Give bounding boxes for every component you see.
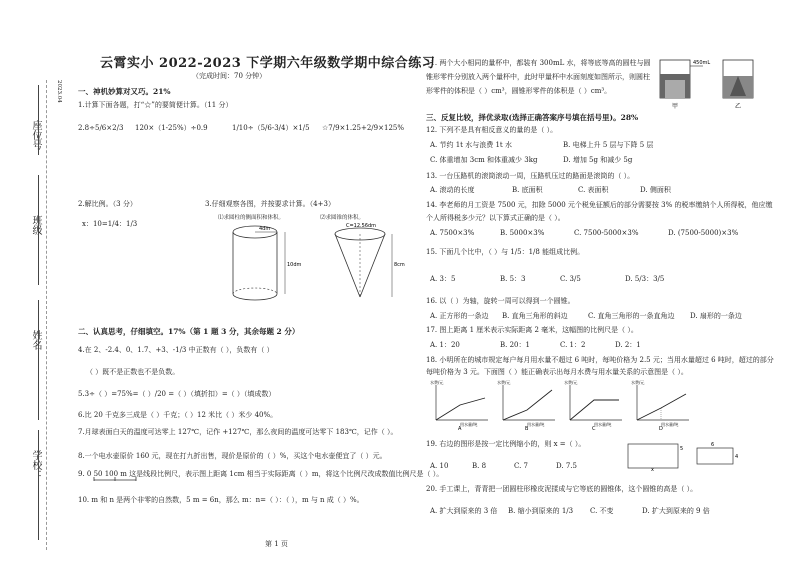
q13-option-b: B. 底面积 xyxy=(512,186,543,194)
section-2-heading: 二、认真思考，仔细填空。17%（第 1 题 3 分，其余每题 2 分） xyxy=(78,327,300,336)
q16-option-c: C. 直角三角形的一条直角边 xyxy=(588,312,675,320)
fill-6: 6.比 20 千克多三成是（ ）千克；（ ）12 米比（ ）米少 40%。 xyxy=(78,411,278,419)
question-12: 12. 下列不是具有相反意义的量的是（ ）。 xyxy=(426,126,558,134)
q18-d-letter: D xyxy=(659,426,663,430)
q13-option-d: D. 侧面积 xyxy=(640,186,671,194)
q18-a-letter: A xyxy=(458,426,462,430)
section-1-heading: 一、神机妙算对又巧。21% xyxy=(78,87,171,96)
date-stamp: 2023.04 xyxy=(56,80,62,103)
q19-rectangles xyxy=(625,440,745,472)
fill-4b: （ ）既不是正数也不是负数。 xyxy=(86,368,180,376)
page-subtitle: （完成时间：70 分钟） xyxy=(192,72,267,80)
fill-10: 10. m 和 n 是两个非零的自然数，5 m = 6n，那么 m：n=（ ）：（ ），m 与 n 成（ ）%。 xyxy=(78,496,364,504)
fill-9: 9. 0 50 100 m 这是线段比例尺，表示图上距离 1cm 相当于实际距离（ ）m，将这个比例尺改成数值比例尺是（ ）。 xyxy=(78,470,444,478)
q18-b-ylabel: 水费/元 xyxy=(497,380,511,385)
q18-graph-b xyxy=(497,380,559,430)
q19-option-d: D. 7.5 xyxy=(556,462,577,470)
q15-option-a: A. 3：5 xyxy=(430,275,456,283)
q14-option-d: D. (7500-5000)×3% xyxy=(668,229,739,237)
beaker-a: 甲 xyxy=(672,103,679,110)
q20-option-c: C. 不变 xyxy=(590,507,614,515)
fill-7: 7.月球表面白天的温度可达零上 127℃，记作 +127℃，那么夜间的温度可达零下 183℃，记作（ ）。 xyxy=(78,428,398,436)
question-14: 14. 李老师的月工资是 7500 元，扣除 5000 元个税免征额后的部分需要按 3% 的税率缴纳个人所得税，他应缴个人所得税多少元？以下算式正确的是（ ）。 xyxy=(426,201,773,222)
question-3b: ⑵求圆锥的体积。 xyxy=(320,215,365,221)
class-underline xyxy=(38,175,39,285)
q17-option-b: B. 20：1 xyxy=(500,341,530,349)
q20-option-d: D. 扩大到原来的 9 倍 xyxy=(642,507,710,515)
seat-underline xyxy=(38,85,39,155)
question-20: 20. 手工课上，青青把一团圆柱形橡皮泥揉成与它等底的圆锥体，这个圆锥的高是（ ）。 xyxy=(426,485,698,493)
q18-c-xlabel: 用水量/吨 xyxy=(594,422,612,427)
q13-option-a: A. 滚动的长度 xyxy=(430,186,475,194)
q16-option-a: A. 正方形的一条边 xyxy=(430,312,489,320)
q15-option-c: C. 3/5 xyxy=(560,275,581,283)
q18-a-ylabel: 水费/元 xyxy=(430,380,444,385)
cylinder-figure xyxy=(225,222,305,307)
question-3a: ⑴求圆柱的侧面积和体积。 xyxy=(218,215,285,221)
q18-b-xlabel: 用水量/吨 xyxy=(527,422,545,427)
cone-circumference: C=12.56dm xyxy=(346,223,377,229)
calc-3: 1/10÷（5/6-3/4）×1/5 xyxy=(232,124,310,132)
question-11: 11. 两个大小相同的量杯中，都装有 300mL 水，将等底等高的圆柱与圆锥形零件分别放入两个量杯中，此时甲量杯中水面刻度如图所示，则圆柱形零件的体积是（ ）cm³，圆锥形零件的体积是（ ）cm³。 xyxy=(426,59,651,95)
q12-option-a: A. 节约 1t 水与浪费 1t 水 xyxy=(430,141,512,149)
q12-option-c: C. 体重增加 3cm 和体重减少 3kg xyxy=(430,156,538,164)
cylinder-height: 10dm xyxy=(287,262,302,268)
question-16: 16. 以（ ）为轴，旋转一周可以得到一个圆锥。 xyxy=(426,297,575,305)
q19-dim-4: 4 xyxy=(735,454,739,460)
q13-option-c: C. 表面积 xyxy=(578,186,609,194)
q19-dim-5: 5 xyxy=(680,446,684,452)
question-18: 18. 小明所在的城市规定每户每月用水量不超过 6 吨时，每吨价格为 2.5 元；当用水量超过 6 吨时，超过的部分每吨价格为 3 元。下面图（ ）能正确表示出每月水费与用水量关系的示意图是（ ）。 xyxy=(426,356,774,376)
name-label: 姓名 xyxy=(30,330,41,350)
q17-option-a: A. 1：20 xyxy=(430,341,460,349)
fill-8: 8.一个电水壶原价 160 元，现在打九折出售，现价是原价的（ ）%，买这个电水壶便宜了（ ）元。 xyxy=(78,452,387,460)
q12-option-b: B. 电梯上升 5 层与下降 5 层 xyxy=(563,141,654,149)
q18-c-ylabel: 水费/元 xyxy=(564,380,578,385)
q19-option-a: A. 10 xyxy=(430,462,449,470)
question-19: 19. 右边的图形是按一定比例缩小的，则 x =（ ）。 xyxy=(426,440,586,448)
q19-option-c: C. 7 xyxy=(514,462,529,470)
beakers-figure xyxy=(655,52,765,112)
beaker-b: 乙 xyxy=(735,103,742,110)
q18-b-letter: B xyxy=(525,426,529,430)
q16-option-b: B. 直角三角形的斜边 xyxy=(502,312,568,320)
cone-figure xyxy=(320,222,410,307)
q20-option-a: A. 扩大到原来的 3 倍 xyxy=(430,507,498,515)
question-13: 13. 一台压路机的滚筒滚动一周，压路机压过的路面是滚筒的（ ）。 xyxy=(426,172,635,180)
calc-2: 120×（1-25%）÷0.9 xyxy=(135,124,208,132)
seat-label: 座位号 xyxy=(30,120,41,150)
question-3: 3.仔细观察各图，并按要求计算。（4+3） xyxy=(205,200,335,208)
page-footer: 第 1 页 xyxy=(265,540,288,548)
q15-option-b: B. 5：3 xyxy=(500,275,526,283)
cone-height: 8cm xyxy=(394,262,405,268)
scale-bar xyxy=(92,476,140,482)
q14-option-c: C. 7500-5000×3% xyxy=(574,229,639,237)
q17-option-d: D. 2：1 xyxy=(615,341,641,349)
q19-dim-6: 6 xyxy=(711,442,715,448)
calc-4: ☆7/9×1.25+2/9×125% xyxy=(322,124,405,132)
q19-dim-x: x xyxy=(651,467,654,472)
q14-option-a: A. 7500×3% xyxy=(430,229,475,237)
q18-d-ylabel: 水费/元 xyxy=(631,380,645,385)
q20-option-b: B. 缩小到原来的 1/3 xyxy=(508,507,574,515)
q14-option-b: B. 5000×3% xyxy=(500,229,545,237)
name-underline xyxy=(38,300,39,420)
school-underline xyxy=(38,430,39,540)
section-3-heading: 三、反复比较，择优录取(选择正确答案序号填在括号里)。28% xyxy=(426,113,639,122)
question-15: 15. 下面几个比中，（ ）与 1/5：1/8 能组成比例。 xyxy=(426,248,585,256)
q19-option-b: B. 8 xyxy=(472,462,487,470)
class-label: 班级 xyxy=(30,215,41,235)
q18-graph-c xyxy=(564,380,626,430)
school-label: 学校： xyxy=(30,450,41,480)
calc-1: 2.8÷5/6×2/3 xyxy=(78,124,124,132)
cylinder-radius: 4dm xyxy=(259,226,271,232)
q12-option-d: D. 增加 5g 和减少 5g xyxy=(563,156,633,164)
q18-graph-d xyxy=(631,380,693,430)
q15-option-d: D. 5/3：3/5 xyxy=(625,275,665,283)
q16-option-d: D. 扇形的一条边 xyxy=(690,312,742,320)
binding-line xyxy=(46,80,47,550)
question-17: 17. 图上距离 1 厘米表示实际距离 2 毫米，这幅图的比例尺是（ ）。 xyxy=(426,326,638,334)
question-1: 1.计算下面各题，打“☆”的要简便计算。（11 分） xyxy=(78,101,233,109)
q17-option-c: C. 1：2 xyxy=(560,341,586,349)
q18-d-xlabel: 用水量/吨 xyxy=(661,422,679,427)
beaker-volume: 450mL xyxy=(693,60,711,66)
q18-graph-a xyxy=(430,380,492,430)
question-2-equation: x：10=1/4：1/3 xyxy=(82,220,138,228)
q18-a-xlabel: 用水量/吨 xyxy=(460,422,478,427)
fill-5: 5.3÷（ ）=75%=（ ）/20 =（ ）（填折扣）=（ ）（填成数） xyxy=(78,390,276,398)
fill-4: 4.在 2、-2.4、0、1.7、+3、-1/3 中正数有（ ），负数有（ ） xyxy=(78,346,274,354)
q18-c-letter: C xyxy=(592,426,596,430)
page-title: 云霄实小 2022-2023 下学期六年级数学期中综合练习 xyxy=(100,56,436,71)
question-2: 2.解比例。（3 分） xyxy=(78,200,137,208)
